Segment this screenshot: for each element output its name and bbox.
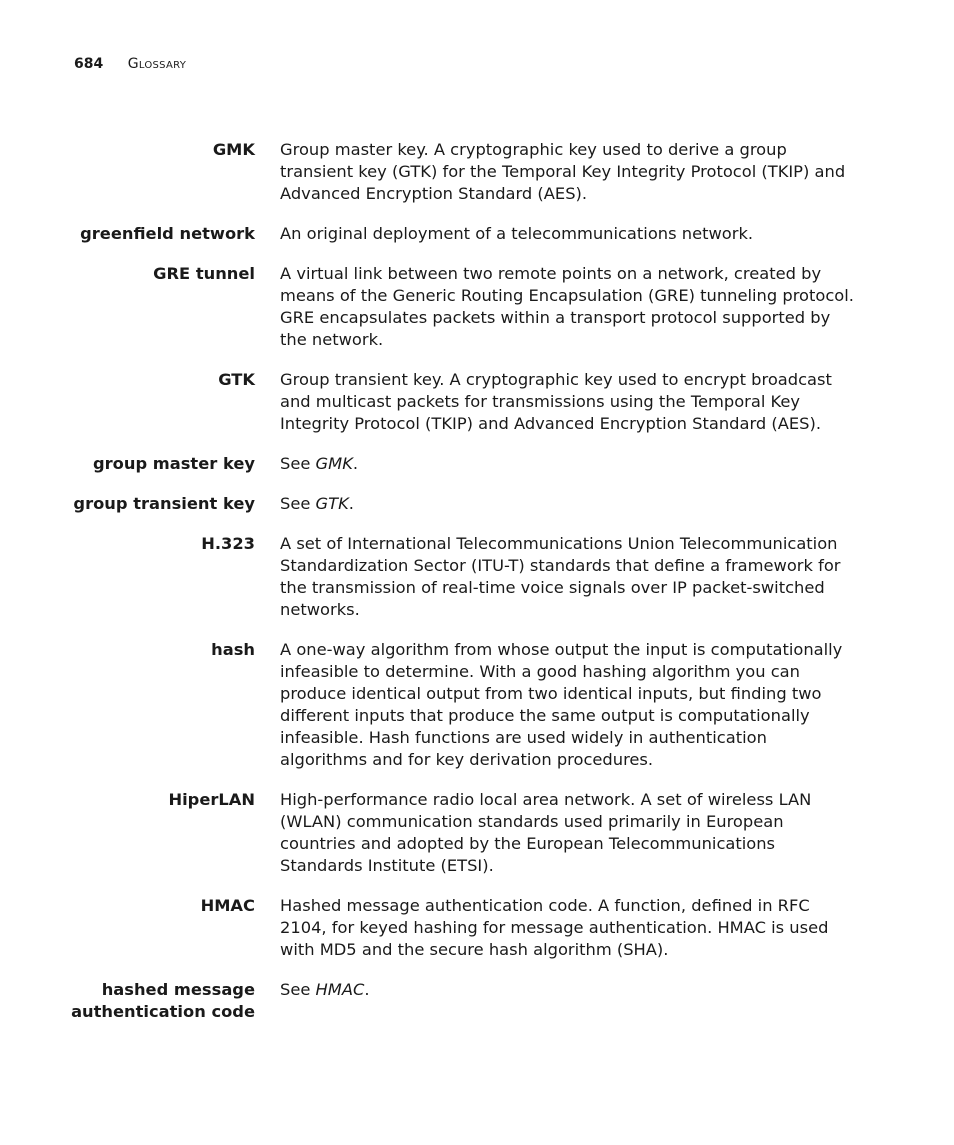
glossary-definition: Group master key. A cryptographic key used to derive a group transient key (GTK) for the Temporal Key Integrity Protocol (TKIP) and Advanced Encryption Standard (AES). — [280, 140, 846, 203]
glossary-term: HiperLAN — [168, 790, 255, 809]
glossary-definition: High-performance radio local area network. A set of wireless LAN (WLAN) communication standards used primarily in European countries and adopted by the European Telecommunications Standards Institute (ETSI). — [280, 790, 812, 875]
glossary-entry-group-transient-key — [0, 493, 954, 515]
glossary-definition: Hashed message authentication code. A function, defined in RFC 2104, for keyed hashing for message authentication. HMAC is used with MD5 and the secure hash algorithm (SHA). — [280, 896, 829, 959]
glossary-definition: Group transient key. A cryptographic key used to encrypt broadcast and multicast packets for transmissions using the Temporal Key Integrity Protocol (TKIP) and Advanced Encryption Standard (AES). — [280, 370, 832, 433]
term-line: hashed message — [101, 980, 255, 999]
glossary-term: GTK — [218, 370, 255, 389]
glossary-term — [0, 979, 255, 1023]
glossary-term: H.323 — [201, 534, 255, 553]
glossary-entry-gre-tunnel — [0, 263, 954, 351]
glossary-definition: A virtual link between two remote points on a network, created by means of the Generic Routing Encapsulation (GRE) tunneling protocol. GRE encapsulates packets within a transport protocol supported by the network. — [280, 264, 854, 349]
glossary-term: group transient key — [73, 494, 255, 513]
see-prefix: See — [280, 494, 316, 513]
glossary-entry-greenfield-network — [0, 223, 954, 245]
running-header — [74, 55, 186, 73]
cross-reference-link: GTK — [315, 494, 349, 513]
see-suffix: . — [364, 980, 370, 999]
glossary-definition: An original deployment of a telecommunications network. — [280, 224, 754, 243]
glossary-entry-hashed-message-authentication-code — [0, 979, 954, 1023]
page-number: 684 — [74, 56, 104, 72]
glossary-term: GMK — [212, 140, 255, 159]
glossary-entry-hmac — [0, 895, 954, 961]
glossary-entry-gmk — [0, 139, 954, 205]
glossary-term: hash — [211, 640, 255, 659]
cross-reference-link: GMK — [315, 454, 353, 473]
section-title: Glossary — [127, 56, 187, 72]
glossary-list — [0, 139, 954, 1041]
see-prefix: See — [280, 454, 316, 473]
glossary-definition: A set of International Telecommunications Union Telecommunication Standardization Sector (ITU-T) standards that define a framework for the transmission of real-time voice signals over IP packet-switched networks. — [280, 534, 841, 619]
glossary-term: HMAC — [200, 896, 255, 915]
glossary-term: GRE tunnel — [153, 264, 255, 283]
see-prefix: See — [280, 980, 316, 999]
see-suffix: . — [352, 454, 359, 473]
glossary-definition — [280, 493, 855, 515]
glossary-entry-gtk — [0, 369, 954, 435]
glossary-entry-h323 — [0, 533, 954, 621]
glossary-definition: A one-way algorithm from whose output the input is computationally infeasible to determine. With a good hashing algorithm you can produce identical output from two identical inputs, but finding two different inputs that produce the same output is computationally infeasible. Hash functions are used widely in authentication algorithms and for key derivation procedures. — [280, 640, 843, 769]
cross-reference-link: HMAC — [315, 980, 365, 999]
term-line: authentication code — [71, 1002, 255, 1021]
glossary-entry-group-master-key — [0, 453, 954, 475]
glossary-definition — [280, 979, 855, 1023]
see-suffix: . — [348, 494, 354, 513]
glossary-definition — [280, 453, 855, 475]
glossary-term: group master key — [93, 454, 255, 473]
glossary-term: greenfield network — [80, 224, 255, 243]
glossary-entry-hash — [0, 639, 954, 771]
glossary-entry-hiperlan — [0, 789, 954, 877]
